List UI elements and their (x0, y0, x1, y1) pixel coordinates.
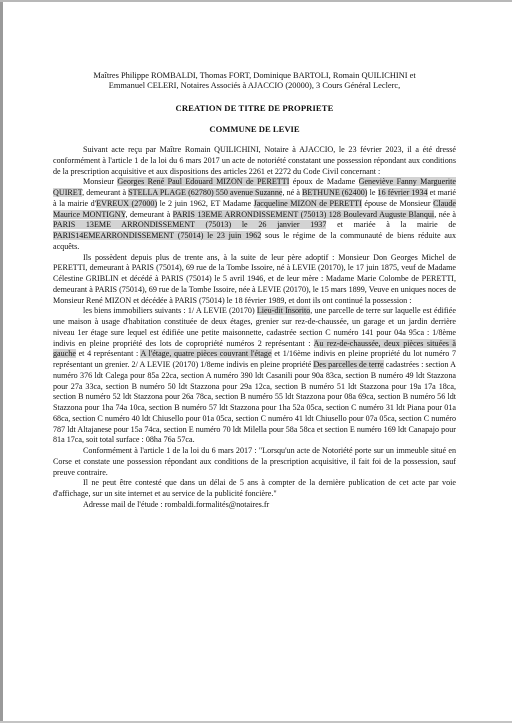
text-run: cadastrées : section A numéro 376 ldt Calega pour 85a 22ca, section A numéro 390 ldt Casanili pour 90a 83ca, section B numéro 49 ldt Stazzona pour 27a 33ca, section B numéro 50 ldt Stazzona pour 29a 12ca, section B numéro 51 ldt Stazzona pour 19a 17a 18ca, section B numéro 52 ldt Stazzona pour 26a 78ca, section B numéro 55 ldt Stazzona pour 08a 69ca, section B numéro 56 ldt Stazzona pour 1ha 74a 10ca, section B numéro 57 ldt Stazzona pour 1ha 52a 05ca, section C numéro 31 ldt Piana pour 01a 68ca, section C numéro 40 ldt Chiusello pour 01a 05ca, section C numéro 41 ldt Chiusello pour 07a 05ca, section C numéro 787 ldt Altajanese pour 15a 74ca, section E numéro 70 ldt Milella pour 58a 58ca et section E numéro 169 ldt Canapajo pour 81a 17ca, soit total surface : 08ha 76a 57ca. (53, 360, 456, 445)
paragraph-parties (53, 177, 456, 252)
document-title: CREATION DE TITRE DE PROPRIETE (175, 103, 334, 113)
text-run: épouse de Monsieur (361, 198, 434, 208)
page-left-border (0, 0, 3, 723)
highlight-marriage-place: EVREUX (27000) (96, 198, 158, 208)
paragraph-contest-period: Il ne peut être contesté que dans un délai de 5 ans à compter de la dernière publication de cet acte par voie d'affichage, sur un site internet et au service de la publicité foncière." (53, 478, 456, 498)
highlight-second-owner-name: Jacqueline MIZON de PERETTI (253, 198, 362, 208)
text-run: sous le régime de la communauté de biens réduite aux acquêts. (53, 231, 457, 251)
paragraph-properties (53, 306, 456, 446)
paragraph-possession-history: Ils possèdent depuis plus de trente ans, à la suite de leur père adoptif : Monsieur Don Georges Michel de PERETTI, demeurant à PARIS (75014), 69 rue de la Tombe Issoire, né à LEVIE (20170), le 17 juin 1875, veuf de Madame Célestine GRIBLIN et décédé à PARIS (75014) le 5 avril 1946, et de leur mère : Madame Marie Colombe de PERETTI, demeurant à PARIS (75014), 69 rue de la Tombe Issoire, née à LEVIE (20170), le 15 mars 1899, Veuve en uniques noces de Monsieur René MIZON et décédée à PARIS (75014) le 18 février 1989, et dont ils ont continué la possession : (53, 252, 456, 305)
text-run: , demeurant à (82, 188, 129, 197)
text-run: et 1/16ème indivis en pleine propriété du lot numéro 7 représentant un grenier. 2/ A LEVIE (20170) 1/8eme indivis en pleine propriété (53, 349, 456, 369)
page-top-border (0, 0, 512, 2)
text-run: époux de Madame (289, 177, 359, 187)
notary-header-line-2: Emmanuel CELERI, Notaires Associés à AJACCIO (20000), 3 Cours Général Leclerc, (108, 81, 401, 90)
highlight-address: STELLA PLAGE (62780) 550 avenue Suzanne (128, 188, 283, 197)
document-body (53, 145, 456, 511)
text-run: , une parcelle de terre sur laquelle est édifiée une maison à usage d'habitation constituée de deux étages, grenier sur rez-de-chaussée, un garage et un jardin derrière niveau 1er étage sure lequel est édifiée une petite maisonnette, cadastrée section C numéro 141 pour 04a 95ca : 1/8ème indivis en pleine propriété des lots de copropriété numéros 2 représentant : (53, 306, 456, 348)
highlight-lot-2: Au rez-de-chaussée, deux pièces situées à gauche (53, 338, 456, 359)
paragraph-deed: Suivant acte reçu par Maître Romain QUILICHINI, Notaire à AJACCIO, le 23 février 2023, il a été dressé conformément à l'article 1 de la loi du 6 mars 2017 un acte de notoriété constatant une possession répondant aux conditions de la prescription acquisitive et aux dispositions des articles 2261 et 2272 du Code Civil concernant : (53, 145, 456, 176)
highlight-owner-name: Georges René Paul Edouard MIZON de PERETTI (117, 177, 290, 187)
highlight-second-spouse-name: Claude Maurice MONTIGNY (53, 198, 456, 219)
notary-header-line-1: Maîtres Philippe ROMBALDI, Thomas FORT, Dominique BARTOLI, Romain QUILICHINI et (93, 71, 416, 80)
highlight-birthplace: BETHUNE (62400) (302, 188, 368, 197)
text-run: et marié à la mairie d' (53, 188, 457, 208)
highlight-locality: Lieu-dit Insorito (256, 306, 311, 316)
text-run: les biens immobiliers suivants : 1/ A LEVIE (20170) (83, 306, 257, 316)
highlight-second-marriage: PARIS14EMEARRONDISSEMENT (75014) le 23 juin 1962 (53, 231, 262, 240)
text-run: Monsieur (83, 177, 118, 187)
text-run: le (367, 188, 378, 197)
highlight-lot-4: A l'étage, quatre pièces couvrant l'étage (140, 349, 272, 359)
text-run: , né à (282, 188, 302, 197)
paragraph-contact-email: Adresse mail de l'étude : rombaldi.formalités@notaires.fr (83, 499, 270, 509)
text-run: et 4 représentant : (75, 349, 141, 359)
highlight-land-parcels: Des parcelles de terre (313, 360, 384, 369)
notary-header (53, 71, 456, 91)
highlight-spouse-name: Geneviève Fanny Marguerite QUIRET (53, 177, 456, 197)
document-content (53, 71, 456, 511)
text-run: le 2 juin 1962, ET Madame (157, 198, 254, 208)
paragraph-legal-article: Conformément à l'article 1 de la loi du 6 mars 2017 : "Lorsqu'un acte de Notoriété porte sur un immeuble situé en Corse et constate une possession répondant aux conditions de la prescription acquisitive, il fait foi de la possession, sauf preuve contraire. (53, 446, 456, 477)
document-subtitle: COMMUNE DE LEVIE (209, 124, 300, 134)
text-run: et mariée à la mairie de (326, 220, 456, 230)
highlight-second-birth: PARIS 13EME ARRONDISSEMENT (75013) le 26 janvier 1937 (53, 220, 327, 230)
highlight-second-address: PARIS 13EME ARRONDISSEMENT (75013) 128 Boulevard Auguste Blanqui (172, 209, 435, 219)
highlight-birthdate: 16 février 1934 (377, 188, 428, 197)
text-run: , demeurant à (125, 209, 173, 219)
text-run: , née à (434, 209, 456, 219)
